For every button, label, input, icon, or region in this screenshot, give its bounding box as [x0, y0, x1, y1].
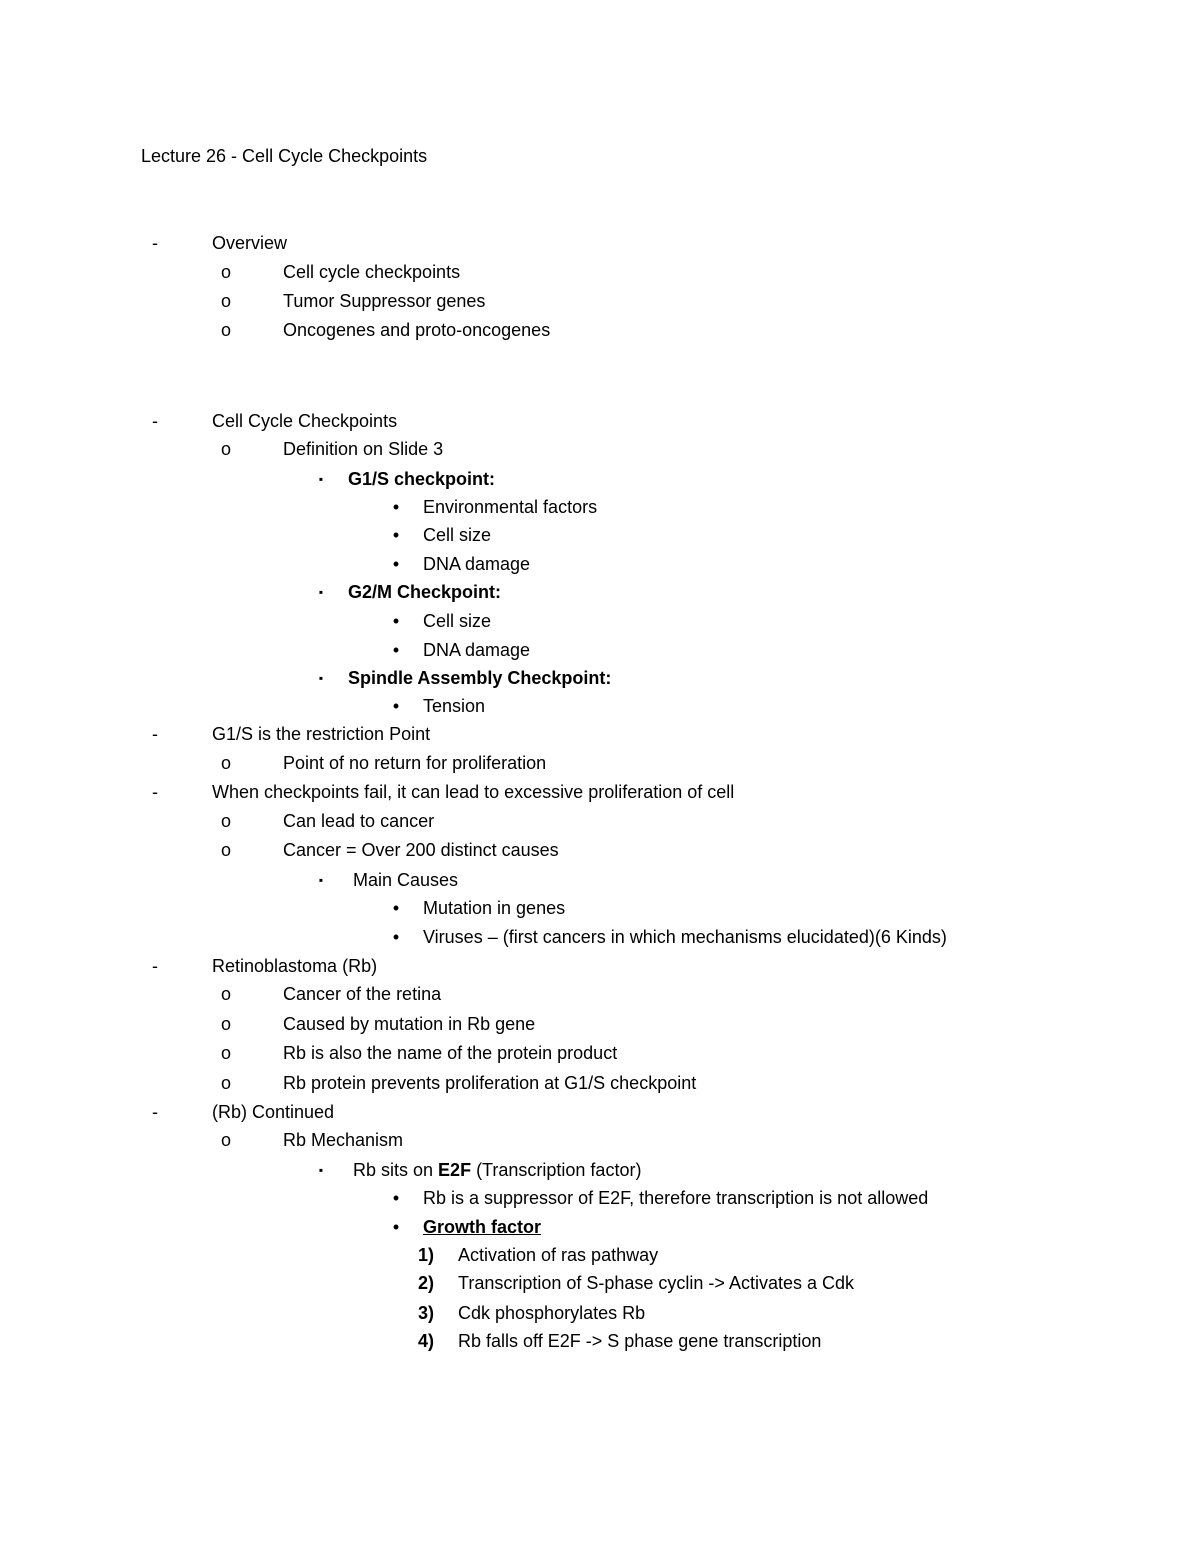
numbered-step — [418, 1299, 646, 1327]
dash-marker: - — [152, 411, 158, 431]
numbered-step — [418, 1241, 659, 1269]
item-text: DNA damage — [423, 640, 531, 660]
item-text: Mutation in genes — [423, 898, 566, 918]
outline-bullet — [392, 1213, 542, 1241]
item-text: Growth factor — [423, 1217, 542, 1237]
square-marker: ▪ — [318, 873, 324, 887]
outline-subitem — [220, 287, 486, 315]
item-text: Main Causes — [353, 870, 459, 890]
outline-subitem — [220, 980, 442, 1008]
outline-subsubitem — [318, 578, 502, 606]
circle-marker: o — [220, 262, 231, 282]
outline-subitem — [220, 749, 547, 777]
item-text: DNA damage — [423, 554, 531, 574]
outline-subitem — [220, 316, 551, 344]
circle-marker: o — [220, 984, 231, 1004]
item-text: Tumor Suppressor genes — [283, 291, 486, 311]
item-text: Caused by mutation in Rb gene — [283, 1014, 536, 1034]
outline-item-overview — [152, 229, 288, 257]
square-marker: ▪ — [318, 472, 324, 486]
outline-subitem — [220, 258, 461, 286]
circle-marker: o — [220, 811, 231, 831]
square-marker: ▪ — [318, 671, 324, 685]
bullet-marker: • — [392, 1217, 400, 1237]
item-text: Rb Mechanism — [283, 1130, 404, 1150]
bullet-marker: • — [392, 554, 400, 574]
outline-bullet — [392, 894, 566, 922]
item-text: Rb is also the name of the protein product — [283, 1043, 618, 1063]
circle-marker: o — [220, 1073, 231, 1093]
outline-subitem — [220, 1039, 618, 1067]
circle-marker: o — [220, 439, 231, 459]
outline-subsubitem — [318, 1156, 642, 1184]
bullet-marker: • — [392, 696, 400, 716]
bullet-marker: • — [392, 1188, 400, 1208]
circle-marker: o — [220, 753, 231, 773]
bullet-marker: • — [392, 898, 400, 918]
step-number: 4) — [418, 1331, 435, 1351]
numbered-step — [418, 1269, 854, 1297]
outline-item-restriction — [152, 720, 431, 748]
item-text: Rb falls off E2F -> S phase gene transcription — [458, 1331, 822, 1351]
item-text-bold: E2F — [438, 1160, 472, 1180]
item-text: Oncogenes and proto-oncogenes — [283, 320, 551, 340]
outline-bullet — [392, 1184, 929, 1212]
bullet-marker: • — [392, 525, 400, 545]
outline-bullet — [392, 636, 531, 664]
item-text: Environmental factors — [423, 497, 598, 517]
outline-subitem — [220, 1069, 697, 1097]
outline-item-fail — [152, 778, 735, 806]
outline-subsubitem — [318, 465, 496, 493]
outline-subitem — [220, 836, 559, 864]
item-text: Activation of ras pathway — [458, 1245, 659, 1265]
bullet-marker: • — [392, 611, 400, 631]
circle-marker: o — [220, 1130, 231, 1150]
item-text: Rb is a suppressor of E2F, therefore transcription is not allowed — [423, 1188, 929, 1208]
numbered-step — [418, 1327, 822, 1355]
outline-bullet — [392, 550, 531, 578]
outline-bullet — [392, 521, 492, 549]
circle-marker: o — [220, 840, 231, 860]
outline-bullet — [392, 607, 492, 635]
bullet-marker: • — [392, 640, 400, 660]
outline-item-retinoblastoma — [152, 952, 378, 980]
outline-bullet — [392, 692, 486, 720]
document-title: Lecture 26 - Cell Cycle Checkpoints — [141, 146, 428, 166]
step-number: 1) — [418, 1245, 435, 1265]
dash-marker: - — [152, 782, 158, 802]
circle-marker: o — [220, 1014, 231, 1034]
outline-subsubitem — [318, 866, 459, 894]
square-marker: ▪ — [318, 585, 324, 599]
outline-item-checkpoints — [152, 407, 398, 435]
item-text: Can lead to cancer — [283, 811, 435, 831]
item-text: Point of no return for proliferation — [283, 753, 547, 773]
item-text: Definition on Slide 3 — [283, 439, 444, 459]
circle-marker: o — [220, 291, 231, 311]
outline-subitem — [220, 435, 444, 463]
item-text: G1/S checkpoint: — [348, 469, 496, 489]
step-number: 3) — [418, 1303, 435, 1323]
item-text: Transcription of S-phase cyclin -> Activates a Cdk — [458, 1273, 854, 1293]
bullet-marker: • — [392, 927, 400, 947]
bullet-marker: • — [392, 497, 400, 517]
dash-marker: - — [152, 956, 158, 976]
item-text: Cell size — [423, 525, 492, 545]
outline-bullet — [392, 493, 598, 521]
item-text: Cdk phosphorylates Rb — [458, 1303, 646, 1323]
item-text: Viruses – (first cancers in which mechanisms elucidated)(6 Kinds) — [423, 927, 947, 947]
square-marker: ▪ — [318, 1163, 324, 1177]
outline-item-continued — [152, 1098, 335, 1126]
item-text: Cell cycle checkpoints — [283, 262, 461, 282]
circle-marker: o — [220, 1043, 231, 1063]
item-text: Rb sits on — [353, 1160, 439, 1180]
item-text: (Transcription factor) — [471, 1160, 642, 1180]
item-text: Cell Cycle Checkpoints — [212, 411, 398, 431]
step-number: 2) — [418, 1273, 435, 1293]
dash-marker: - — [152, 1102, 158, 1122]
item-text: Tension — [423, 696, 486, 716]
item-text: (Rb) Continued — [212, 1102, 335, 1122]
item-text: Spindle Assembly Checkpoint: — [348, 668, 612, 688]
item-text: G2/M Checkpoint: — [348, 582, 502, 602]
outline-subitem — [220, 807, 435, 835]
item-text: Cancer = Over 200 distinct causes — [283, 840, 559, 860]
circle-marker: o — [220, 320, 231, 340]
item-text: Retinoblastoma (Rb) — [212, 956, 378, 976]
outline-bullet — [392, 923, 947, 951]
outline-subitem — [220, 1126, 404, 1154]
item-text: Cancer of the retina — [283, 984, 442, 1004]
dash-marker: - — [152, 233, 158, 253]
item-text: When checkpoints fail, it can lead to excessive proliferation of cell — [212, 782, 735, 802]
outline-subitem — [220, 1010, 536, 1038]
item-text: Rb protein prevents proliferation at G1/S checkpoint — [283, 1073, 697, 1093]
outline-subsubitem — [318, 664, 612, 692]
item-text: Cell size — [423, 611, 492, 631]
item-text: G1/S is the restriction Point — [212, 724, 431, 744]
dash-marker: - — [152, 724, 158, 744]
item-text: Overview — [212, 233, 288, 253]
